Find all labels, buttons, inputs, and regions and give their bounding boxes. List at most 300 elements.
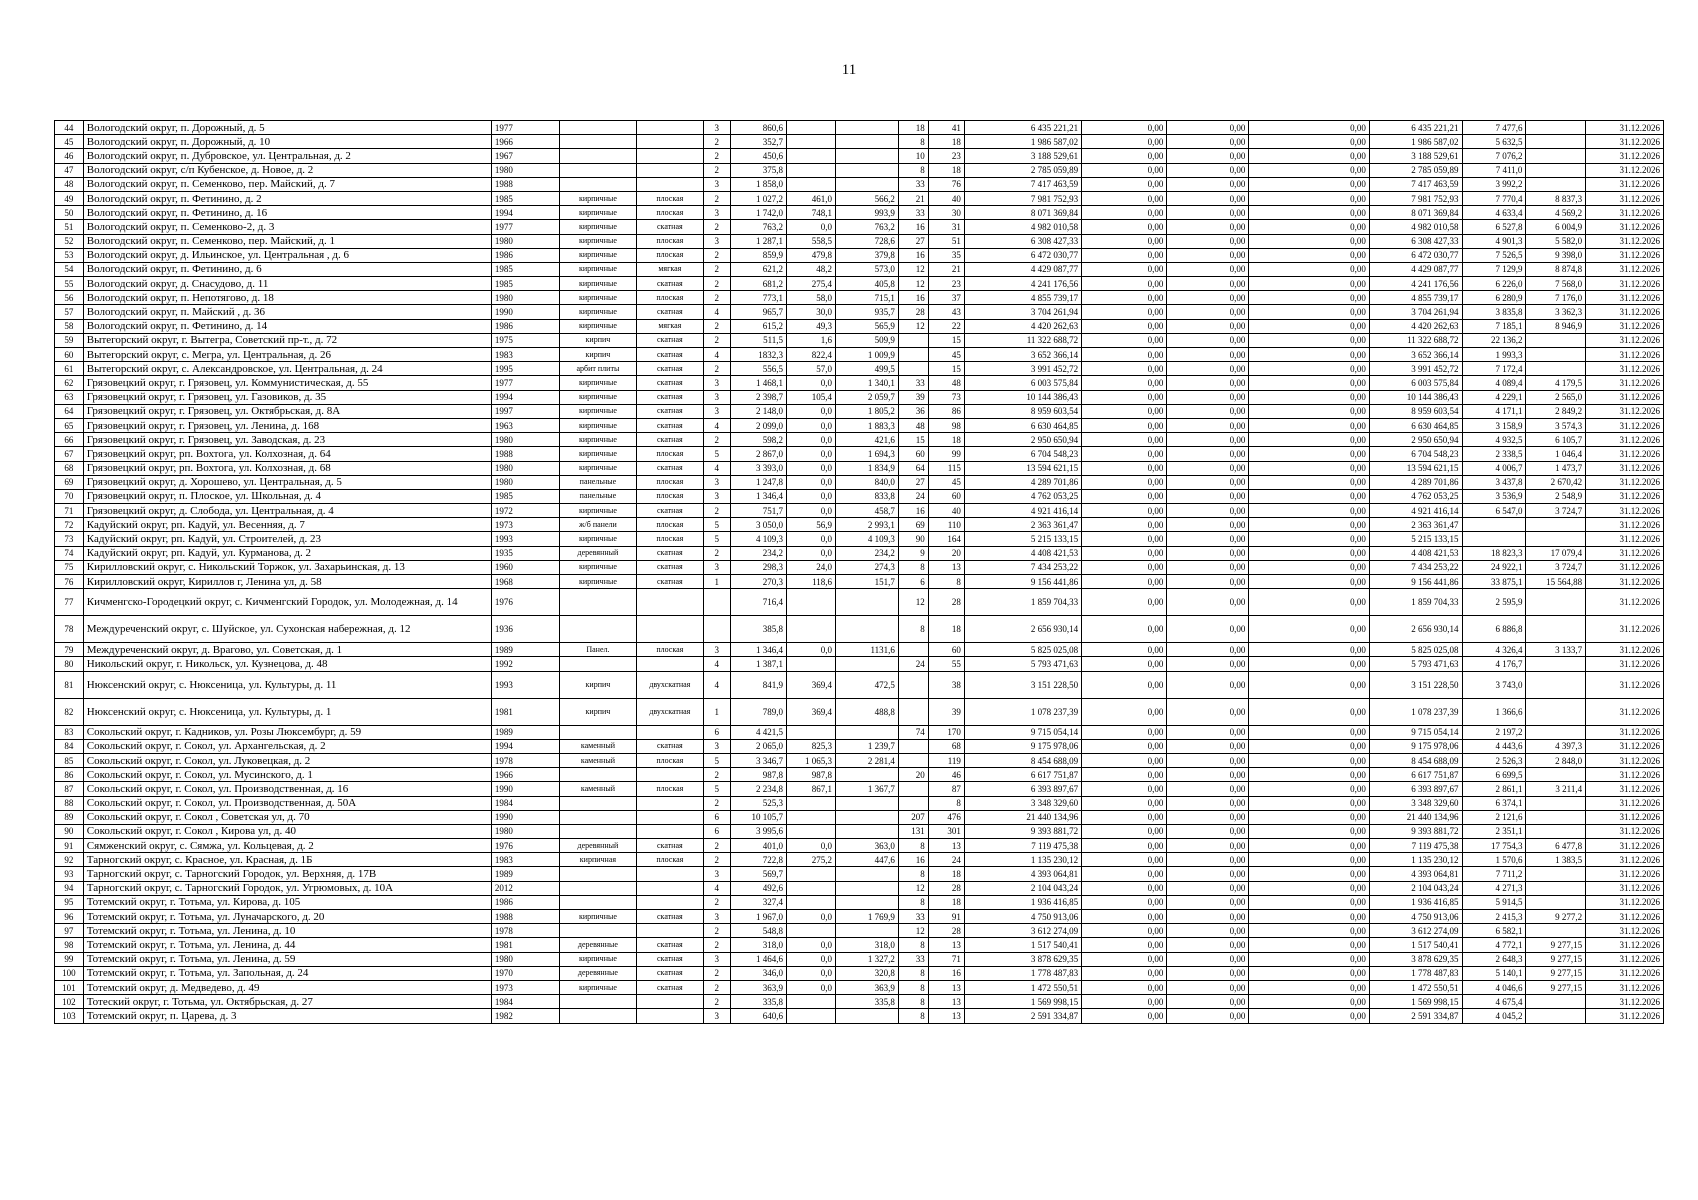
table-cell — [836, 768, 899, 782]
table-cell: 31.12.2026 — [1586, 348, 1664, 362]
table-cell: 31.12.2026 — [1586, 163, 1664, 177]
table-cell — [898, 753, 928, 767]
table-cell: 3 991 452,72 — [1369, 362, 1462, 376]
table-cell: кирпичные — [560, 220, 637, 234]
table-cell: 327,4 — [730, 895, 786, 909]
table-cell: 115 — [928, 461, 964, 475]
table-cell: 0,00 — [1249, 390, 1369, 404]
table-cell: 66 — [55, 433, 84, 447]
table-cell: 0,00 — [1082, 739, 1167, 753]
table-cell: 0,00 — [1167, 824, 1249, 838]
table-cell: деревянные — [560, 938, 637, 952]
table-cell: 31.12.2026 — [1586, 191, 1664, 205]
table-cell — [898, 671, 928, 698]
table-cell: деревянные — [560, 966, 637, 980]
table-cell — [836, 924, 899, 938]
table-cell: 2 848,0 — [1526, 753, 1586, 767]
table-cell: 987,8 — [730, 768, 786, 782]
table-row — [55, 1009, 1664, 1023]
table-cell: 0,00 — [1167, 1009, 1249, 1023]
table-cell — [898, 348, 928, 362]
table-cell: 867,1 — [787, 782, 836, 796]
table-cell — [636, 589, 703, 616]
table-cell: 23 — [928, 277, 964, 291]
table-cell: 0,00 — [1167, 938, 1249, 952]
table-cell: 105,4 — [787, 390, 836, 404]
table-cell: 1994 — [491, 206, 559, 220]
table-cell: 3 — [703, 206, 730, 220]
table-cell: 4 289 701,86 — [964, 475, 1081, 489]
table-cell: 0,00 — [1249, 739, 1369, 753]
table-cell: 3 348 329,60 — [964, 796, 1081, 810]
table-cell: 28 — [928, 589, 964, 616]
table-cell: 0,00 — [1082, 589, 1167, 616]
table-cell: 0,00 — [1082, 390, 1167, 404]
table-cell: 2 065,0 — [730, 739, 786, 753]
table-cell: 9 156 441,86 — [1369, 575, 1462, 589]
table-cell: 0,00 — [1249, 362, 1369, 376]
table-cell: 9 175 978,06 — [964, 739, 1081, 753]
table-row — [55, 305, 1664, 319]
table-cell — [1526, 881, 1586, 895]
table-cell: 1988 — [491, 447, 559, 461]
table-cell — [560, 1009, 637, 1023]
table-cell — [836, 616, 899, 643]
table-cell: 48,2 — [787, 262, 836, 276]
table-cell: 49 — [55, 191, 84, 205]
table-row — [55, 390, 1664, 404]
table-cell: 2 234,8 — [730, 782, 786, 796]
table-row — [55, 277, 1664, 291]
table-cell: 28 — [928, 924, 964, 938]
table-cell: 31.12.2026 — [1586, 333, 1664, 347]
table-cell: 8 — [898, 163, 928, 177]
table-cell: 5 793 471,63 — [1369, 657, 1462, 671]
table-cell: 99 — [928, 447, 964, 461]
table-cell: 31.12.2026 — [1586, 698, 1664, 725]
table-cell: плоская — [636, 206, 703, 220]
table-cell: 2 — [703, 796, 730, 810]
table-cell: 0,00 — [1082, 657, 1167, 671]
table-cell: кирпичные — [560, 560, 637, 574]
table-cell: Вологодский округ, д. Снасудово, д. 11 — [83, 277, 491, 291]
table-cell: 0,00 — [1249, 348, 1369, 362]
table-cell: кирпичные — [560, 418, 637, 432]
table-cell: 2 059,7 — [836, 390, 899, 404]
table-cell: 2 867,0 — [730, 447, 786, 461]
table-cell — [1526, 824, 1586, 838]
table-cell: 22 — [928, 319, 964, 333]
table-cell: 3 574,3 — [1526, 418, 1586, 432]
table-cell: 13 — [928, 560, 964, 574]
table-row — [55, 121, 1664, 135]
table-cell: 1 135 230,12 — [1369, 853, 1462, 867]
table-cell: 45 — [55, 135, 84, 149]
table-cell: 17 754,3 — [1462, 839, 1526, 853]
table-cell: 1983 — [491, 348, 559, 362]
table-cell: 0,0 — [787, 952, 836, 966]
table-cell: 0,00 — [1167, 980, 1249, 994]
housing-table — [54, 120, 1664, 1024]
table-cell: кирпичные — [560, 504, 637, 518]
table-cell: 1 340,1 — [836, 376, 899, 390]
table-cell: 44 — [55, 121, 84, 135]
table-cell: 4 901,3 — [1462, 234, 1526, 248]
table-cell: 4 — [703, 348, 730, 362]
table-cell: 12 — [898, 319, 928, 333]
table-cell: 472,5 — [836, 671, 899, 698]
table-cell: 352,7 — [730, 135, 786, 149]
table-cell: 3 878 629,35 — [964, 952, 1081, 966]
table-row — [55, 966, 1664, 980]
table-cell: 0,00 — [1082, 319, 1167, 333]
table-cell: 35 — [928, 248, 964, 262]
table-cell: 58 — [55, 319, 84, 333]
table-cell: 90 — [55, 824, 84, 838]
table-cell: 0,00 — [1167, 643, 1249, 657]
table-row — [55, 824, 1664, 838]
table-cell: скатная — [636, 575, 703, 589]
table-cell: 9 277,15 — [1526, 938, 1586, 952]
table-cell: Тарногский округ, с. Тарногский Городок, ул. Угрюмовых, д. 10А — [83, 881, 491, 895]
table-cell: плоская — [636, 853, 703, 867]
table-cell: 7 411,0 — [1462, 163, 1526, 177]
table-cell — [560, 810, 637, 824]
table-cell: 0,00 — [1167, 333, 1249, 347]
table-cell: 8 — [898, 980, 928, 994]
table-cell: 0,00 — [1167, 768, 1249, 782]
table-cell: плоская — [636, 532, 703, 546]
table-cell: 7 981 752,93 — [1369, 191, 1462, 205]
table-cell: 93 — [55, 867, 84, 881]
table-cell: 31.12.2026 — [1586, 433, 1664, 447]
table-cell: 0,0 — [787, 418, 836, 432]
table-cell: Вологодский округ, п. Семенково, пер. Майский, д. 7 — [83, 177, 491, 191]
table-cell: 4 271,3 — [1462, 881, 1526, 895]
table-cell: 31.12.2026 — [1586, 376, 1664, 390]
table-cell: 9 277,2 — [1526, 910, 1586, 924]
table-cell: скатная — [636, 376, 703, 390]
table-cell: 993,9 — [836, 206, 899, 220]
table-cell: 75 — [55, 560, 84, 574]
table-cell: деревянный — [560, 546, 637, 560]
table-cell — [636, 768, 703, 782]
table-cell: 6 004,9 — [1526, 220, 1586, 234]
table-cell: 0,00 — [1082, 768, 1167, 782]
table-cell: 1 742,0 — [730, 206, 786, 220]
table-cell: 2 — [703, 362, 730, 376]
table-cell: 479,8 — [787, 248, 836, 262]
table-cell: 0,00 — [1082, 291, 1167, 305]
table-cell: плоская — [636, 234, 703, 248]
table-cell: 458,7 — [836, 504, 899, 518]
table-cell: 0,00 — [1082, 418, 1167, 432]
table-cell: 2 415,3 — [1462, 910, 1526, 924]
table-cell: 722,8 — [730, 853, 786, 867]
table-cell: 0,0 — [787, 433, 836, 447]
table-cell: 31.12.2026 — [1586, 924, 1664, 938]
table-cell: Кирилловский округ, Кириллов г, Ленина ул, д. 58 — [83, 575, 491, 589]
table-cell: 2 849,2 — [1526, 404, 1586, 418]
table-cell: Кирилловский округ, с. Никольский Торжок, ул. Захарьинская, д. 13 — [83, 560, 491, 574]
table-cell: 0,00 — [1249, 291, 1369, 305]
table-cell: 2 — [703, 839, 730, 853]
table-cell — [787, 616, 836, 643]
table-cell: 681,2 — [730, 277, 786, 291]
table-cell: 31.12.2026 — [1586, 518, 1664, 532]
table-cell: 11 322 688,72 — [1369, 333, 1462, 347]
table-cell — [560, 616, 637, 643]
table-cell: 0,00 — [1167, 277, 1249, 291]
table-cell: 6 704 548,23 — [964, 447, 1081, 461]
table-cell: 33 — [898, 376, 928, 390]
table-cell: 23 — [928, 149, 964, 163]
table-cell: 92 — [55, 853, 84, 867]
table-cell: 46 — [55, 149, 84, 163]
table-cell: 2 — [703, 220, 730, 234]
table-cell: скатная — [636, 362, 703, 376]
table-cell: 41 — [928, 121, 964, 135]
table-row — [55, 291, 1664, 305]
table-cell — [836, 824, 899, 838]
table-cell: 0,00 — [1249, 824, 1369, 838]
table-cell: 511,5 — [730, 333, 786, 347]
table-cell: 13 — [928, 839, 964, 853]
table-cell: 1970 — [491, 966, 559, 980]
table-cell: кирпичные — [560, 319, 637, 333]
table-cell: Вологодский округ, п. Дубровское, ул. Центральная, д. 2 — [83, 149, 491, 163]
table-cell: 33 — [898, 910, 928, 924]
table-cell: 24 — [898, 489, 928, 503]
table-cell: 1 967,0 — [730, 910, 786, 924]
table-cell: 1995 — [491, 362, 559, 376]
table-cell: 31.12.2026 — [1586, 447, 1664, 461]
table-cell: 207 — [898, 810, 928, 824]
table-cell: 0,00 — [1082, 305, 1167, 319]
table-cell: 2 — [703, 966, 730, 980]
table-cell: 0,0 — [787, 966, 836, 980]
table-cell: 18 — [928, 867, 964, 881]
table-cell: 31.12.2026 — [1586, 234, 1664, 248]
table-cell: мягкая — [636, 262, 703, 276]
table-cell: кирпичные — [560, 191, 637, 205]
table-cell: 935,7 — [836, 305, 899, 319]
table-cell: 73 — [928, 390, 964, 404]
table-cell: 6 699,5 — [1462, 768, 1526, 782]
table-cell: 0,00 — [1249, 560, 1369, 574]
table-cell: 31.12.2026 — [1586, 824, 1664, 838]
table-row — [55, 418, 1664, 432]
table-cell — [787, 881, 836, 895]
table-cell: 1973 — [491, 980, 559, 994]
table-cell — [1526, 895, 1586, 909]
table-cell: 9 277,15 — [1526, 980, 1586, 994]
table-cell: кирпичные — [560, 305, 637, 319]
table-cell — [836, 796, 899, 810]
table-cell: 1978 — [491, 753, 559, 767]
table-cell — [560, 824, 637, 838]
table-cell: 0,00 — [1167, 739, 1249, 753]
table-cell: 716,4 — [730, 589, 786, 616]
table-cell: 4 089,4 — [1462, 376, 1526, 390]
table-cell: 0,00 — [1167, 135, 1249, 149]
table-cell: 363,0 — [836, 839, 899, 853]
table-cell: 4 — [703, 657, 730, 671]
table-cell: 31.12.2026 — [1586, 839, 1664, 853]
table-cell: 31 — [928, 220, 964, 234]
table-cell: скатная — [636, 980, 703, 994]
table-cell: 0,00 — [1082, 348, 1167, 362]
table-cell: 859,9 — [730, 248, 786, 262]
table-cell: Сокольский округ, г. Сокол, ул. Луковецкая, д. 2 — [83, 753, 491, 767]
table-cell: 3 652 366,14 — [964, 348, 1081, 362]
table-cell: 1980 — [491, 234, 559, 248]
table-cell: 49,3 — [787, 319, 836, 333]
table-cell: 0,00 — [1249, 234, 1369, 248]
table-row — [55, 206, 1664, 220]
table-cell: 8 — [928, 575, 964, 589]
table-cell: 151,7 — [836, 575, 899, 589]
table-cell: скатная — [636, 952, 703, 966]
table-cell: 3 — [703, 1009, 730, 1023]
table-cell: 0,00 — [1249, 149, 1369, 163]
table-row — [55, 810, 1664, 824]
table-cell: 0,00 — [1249, 995, 1369, 1009]
table-cell: 1 986 587,02 — [1369, 135, 1462, 149]
table-cell: 421,6 — [836, 433, 899, 447]
table-cell: 13 594 621,15 — [1369, 461, 1462, 475]
table-cell: 3 — [703, 234, 730, 248]
table-cell: 31.12.2026 — [1586, 739, 1664, 753]
table-cell: 0,0 — [787, 938, 836, 952]
table-cell: 103 — [55, 1009, 84, 1023]
table-cell: 164 — [928, 532, 964, 546]
table-cell — [560, 725, 637, 739]
table-cell: 5 — [703, 782, 730, 796]
table-cell: 31.12.2026 — [1586, 853, 1664, 867]
table-cell: 0,00 — [1249, 589, 1369, 616]
table-cell — [1526, 121, 1586, 135]
table-cell — [636, 177, 703, 191]
table-row — [55, 348, 1664, 362]
table-cell: 1968 — [491, 575, 559, 589]
table-cell: 0,00 — [1082, 277, 1167, 291]
table-cell: 3 158,9 — [1462, 418, 1526, 432]
table-row — [55, 461, 1664, 475]
table-cell — [636, 867, 703, 881]
table-cell: 4 932,5 — [1462, 433, 1526, 447]
table-cell — [1526, 362, 1586, 376]
table-cell: 9 156 441,86 — [964, 575, 1081, 589]
table-cell: 3 612 274,09 — [964, 924, 1081, 938]
table-cell: 621,2 — [730, 262, 786, 276]
table-cell: 8 — [898, 560, 928, 574]
table-cell: 569,7 — [730, 867, 786, 881]
table-cell: 31.12.2026 — [1586, 782, 1664, 796]
table-cell: 58,0 — [787, 291, 836, 305]
table-cell: 31.12.2026 — [1586, 589, 1664, 616]
table-cell: 56,9 — [787, 518, 836, 532]
table-cell: 565,9 — [836, 319, 899, 333]
table-cell: 1 473,7 — [1526, 461, 1586, 475]
table-cell — [898, 333, 928, 347]
table-cell: 0,00 — [1249, 206, 1369, 220]
table-cell: 1985 — [491, 489, 559, 503]
table-cell: 2 104 043,24 — [964, 881, 1081, 895]
table-cell: 3 — [703, 739, 730, 753]
table-cell: 8 — [898, 995, 928, 1009]
table-cell: 3 704 261,94 — [1369, 305, 1462, 319]
table-cell: 2 — [703, 319, 730, 333]
table-cell: 1980 — [491, 291, 559, 305]
table-cell: 4 289 701,86 — [1369, 475, 1462, 489]
table-cell: 0,00 — [1167, 291, 1249, 305]
table-cell: 0,00 — [1082, 177, 1167, 191]
table-cell: 0,00 — [1082, 234, 1167, 248]
table-cell: 98 — [55, 938, 84, 952]
table-cell: Вологодский округ, п. Дорожный, д. 5 — [83, 121, 491, 135]
table-cell: скатная — [636, 404, 703, 418]
table-cell: 0,00 — [1167, 475, 1249, 489]
table-cell: 0,00 — [1082, 575, 1167, 589]
table-cell: 0,00 — [1082, 262, 1167, 276]
table-cell: 4 — [703, 305, 730, 319]
table-cell: 1 694,3 — [836, 447, 899, 461]
table-cell: 1935 — [491, 546, 559, 560]
table-cell: 31.12.2026 — [1586, 867, 1664, 881]
table-cell: 0,00 — [1082, 504, 1167, 518]
table-cell: 13 594 621,15 — [964, 461, 1081, 475]
table-cell: 1980 — [491, 433, 559, 447]
table-cell: мягкая — [636, 319, 703, 333]
table-cell: 3 — [703, 404, 730, 418]
table-cell: 1982 — [491, 1009, 559, 1023]
table-cell: 118,6 — [787, 575, 836, 589]
table-cell: 8 — [898, 135, 928, 149]
table-cell: 62 — [55, 376, 84, 390]
table-cell: 7 711,2 — [1462, 867, 1526, 881]
table-cell: 6 435 221,21 — [1369, 121, 1462, 135]
table-cell: 31.12.2026 — [1586, 532, 1664, 546]
table-cell: 4 750 913,06 — [964, 910, 1081, 924]
table-cell: 31.12.2026 — [1586, 671, 1664, 698]
table-cell: скатная — [636, 910, 703, 924]
table-cell: 31.12.2026 — [1586, 616, 1664, 643]
table-cell: 0,00 — [1082, 895, 1167, 909]
table-cell: 0,00 — [1249, 867, 1369, 881]
table-cell: 3 — [703, 643, 730, 657]
table-cell: 789,0 — [730, 698, 786, 725]
table-cell: 1 464,6 — [730, 952, 786, 966]
table-cell: 11 322 688,72 — [964, 333, 1081, 347]
table-cell: 488,8 — [836, 698, 899, 725]
table-cell: 2012 — [491, 881, 559, 895]
table-cell — [836, 895, 899, 909]
table-cell: 24 — [928, 853, 964, 867]
table-cell: 4 393 064,81 — [1369, 867, 1462, 881]
table-cell: 1993 — [491, 532, 559, 546]
table-cell: 52 — [55, 234, 84, 248]
table-cell: 131 — [898, 824, 928, 838]
table-cell: 9 715 054,14 — [964, 725, 1081, 739]
table-cell: 31.12.2026 — [1586, 910, 1664, 924]
table-row — [55, 362, 1664, 376]
table-cell: 0,00 — [1167, 418, 1249, 432]
table-cell: 0,00 — [1249, 333, 1369, 347]
table-cell — [1526, 725, 1586, 739]
table-cell: 31.12.2026 — [1586, 277, 1664, 291]
table-cell: Сокольский округ, г. Сокол , Советская ул, д. 70 — [83, 810, 491, 824]
